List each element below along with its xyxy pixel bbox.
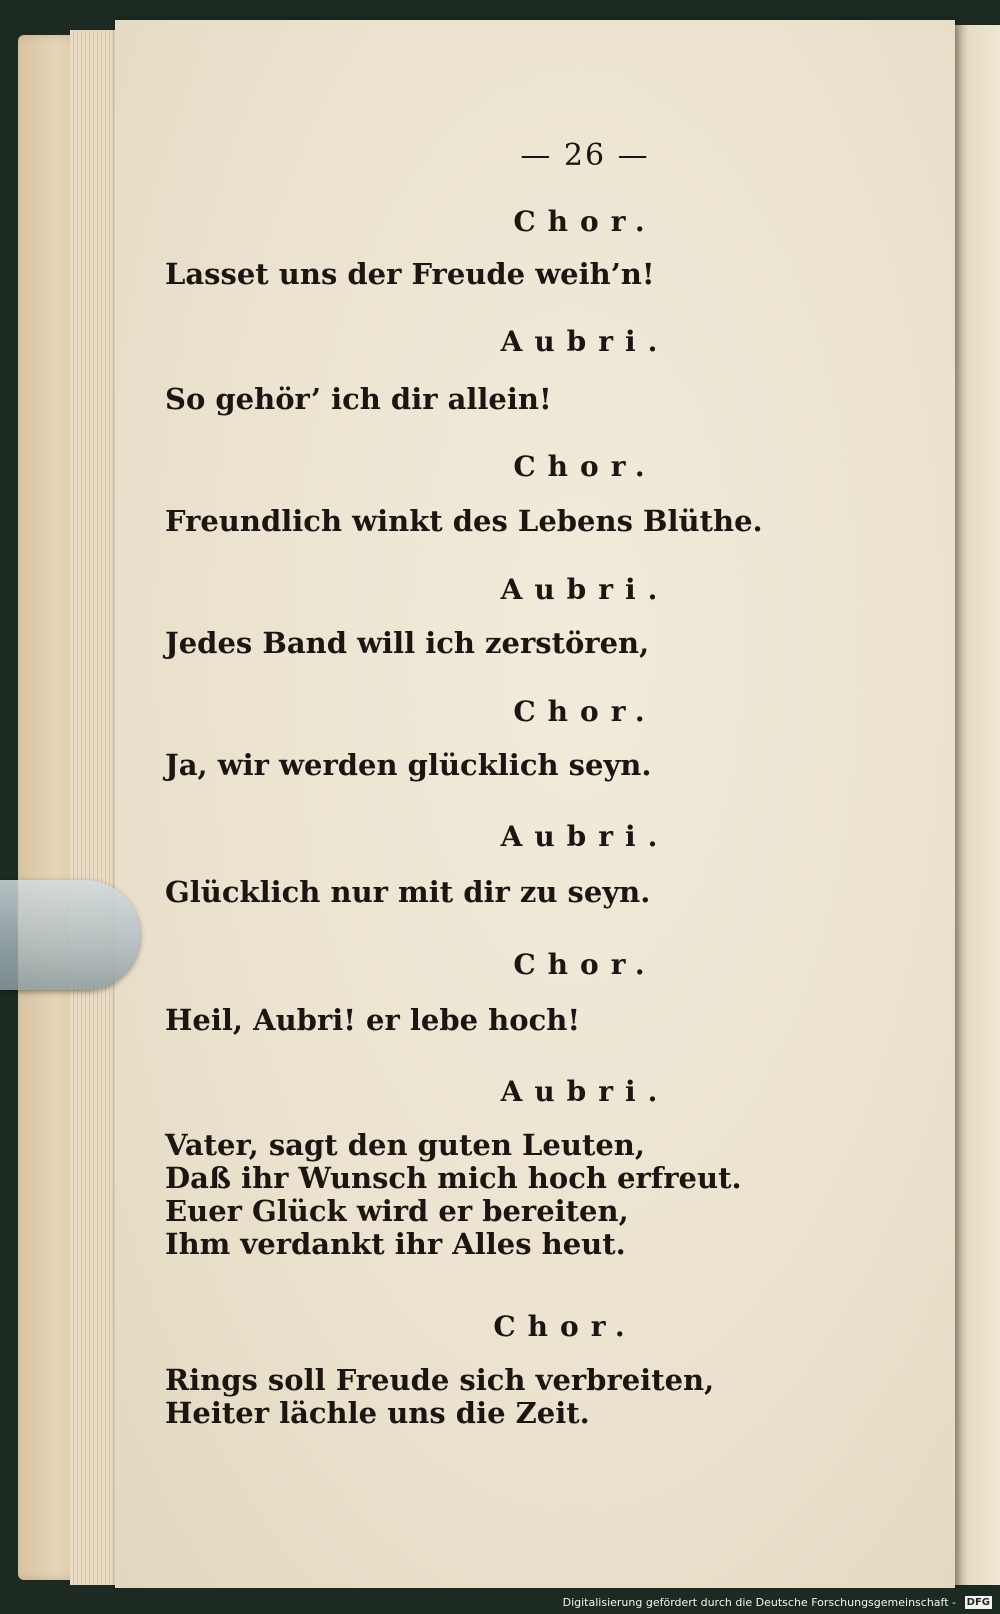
footer-bar bbox=[0, 1588, 1000, 1614]
speaker-heading: Chor. bbox=[513, 450, 657, 483]
verse-line: Jedes Band will ich zerstören, bbox=[165, 626, 650, 660]
verse-line: Rings soll Freude sich verbreiten, bbox=[165, 1363, 715, 1397]
verse-line: Ihm verdankt ihr Alles heut. bbox=[165, 1227, 626, 1261]
page-number: — 26 — bbox=[520, 138, 650, 173]
verse-line: So gehör’ ich dir allein! bbox=[165, 382, 552, 416]
verse-line: Euer Glück wird er bereiten, bbox=[165, 1194, 629, 1228]
book-page bbox=[115, 20, 955, 1590]
verse-line: Daß ihr Wunsch mich hoch erfreut. bbox=[165, 1161, 742, 1195]
speaker-heading: Aubri. bbox=[500, 325, 670, 358]
speaker-heading: Chor. bbox=[513, 948, 657, 981]
page-text bbox=[115, 20, 955, 1590]
speaker-heading: Chor. bbox=[513, 205, 657, 238]
verse-line: Vater, sagt den guten Leuten, bbox=[165, 1128, 645, 1162]
page-holder-clip bbox=[0, 880, 140, 990]
dfg-logo: DFG bbox=[966, 1597, 990, 1608]
verse-line: Glücklich nur mit dir zu seyn. bbox=[165, 875, 651, 909]
speaker-heading: Aubri. bbox=[500, 1075, 670, 1108]
speaker-heading: Aubri. bbox=[500, 573, 670, 606]
verse-line: Heil, Aubri! er lebe hoch! bbox=[165, 1003, 581, 1037]
speaker-heading: Chor. bbox=[513, 695, 657, 728]
verse-line: Freundlich winkt des Lebens Blüthe. bbox=[165, 504, 763, 538]
facing-page-edge bbox=[955, 25, 1000, 1585]
speaker-heading: Aubri. bbox=[500, 820, 670, 853]
funding-credit: Digitalisierung gefördert durch die Deutsche Forschungsgemeinschaft - bbox=[562, 1596, 956, 1609]
verse-line: Ja, wir werden glücklich seyn. bbox=[165, 748, 652, 782]
verse-line: Lasset uns der Freude weih’n! bbox=[165, 257, 655, 291]
speaker-heading: Chor. bbox=[493, 1310, 637, 1343]
verse-line: Heiter lächle uns die Zeit. bbox=[165, 1396, 590, 1430]
